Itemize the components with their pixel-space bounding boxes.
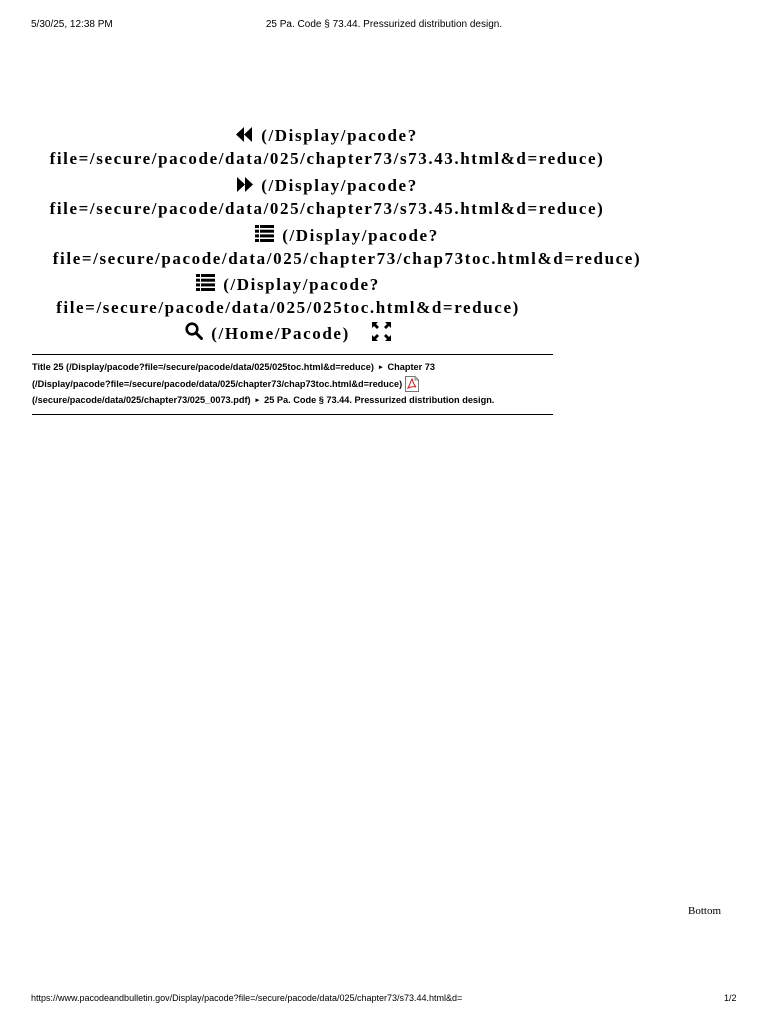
bottom-link[interactable]: Bottom bbox=[688, 905, 722, 917]
search-row bbox=[0, 322, 576, 345]
chapter-toc-line1 bbox=[0, 224, 694, 247]
title-toc-text1: (/Display/pacode? bbox=[223, 275, 380, 294]
chapter-toc-text2: file=/secure/pacode/data/025/chapter73/chap73toc.html&d=reduce) bbox=[52, 249, 642, 268]
search-link-text: (/Home/Pacode) bbox=[211, 324, 350, 343]
chapter-toc-link[interactable] bbox=[0, 224, 694, 270]
breadcrumb-current: 25 Pa. Code § 73.44. Pressurized distribution design. bbox=[264, 395, 495, 405]
expand-icon[interactable] bbox=[372, 322, 391, 341]
breadcrumb-pdf-link[interactable]: (/secure/pacode/data/025/chapter73/025_0073.pdf) bbox=[32, 395, 251, 405]
previous-section-line1 bbox=[0, 124, 654, 147]
breadcrumb-line2 bbox=[32, 376, 553, 392]
breadcrumb-title-link[interactable]: Title 25 (/Display/pacode?file=/secure/pacode/data/025/025toc.html&d=reduce) bbox=[32, 362, 374, 372]
title-toc-link[interactable] bbox=[0, 273, 576, 319]
previous-section-text2: file=/secure/pacode/data/025/chapter73/s73.43.html&d=reduce) bbox=[49, 149, 605, 168]
fast-forward-icon bbox=[236, 177, 253, 192]
breadcrumb-separator: ▸ bbox=[255, 397, 260, 404]
print-header-title: 25 Pa. Code § 73.44. Pressurized distribution design. bbox=[265, 19, 503, 30]
previous-section-text1: (/Display/pacode? bbox=[261, 126, 418, 145]
next-section-link[interactable] bbox=[0, 174, 654, 220]
breadcrumb-line3 bbox=[32, 392, 553, 409]
chapter-toc-text1: (/Display/pacode? bbox=[282, 226, 439, 245]
title-toc-line1 bbox=[0, 273, 576, 296]
print-footer-page-number: 1/2 bbox=[724, 993, 737, 1003]
breadcrumb-line1 bbox=[32, 359, 553, 376]
next-section-text2: file=/secure/pacode/data/025/chapter73/s73.45.html&d=reduce) bbox=[49, 199, 605, 218]
breadcrumb-separator: ▸ bbox=[378, 364, 383, 371]
list-icon bbox=[196, 274, 215, 291]
next-section-line1 bbox=[0, 174, 654, 197]
fast-backward-icon bbox=[236, 127, 253, 142]
title-toc-text2: file=/secure/pacode/data/025/025toc.html&d=reduce) bbox=[56, 298, 520, 317]
breadcrumb-chapter-link[interactable]: Chapter 73 bbox=[387, 362, 435, 372]
search-icon bbox=[185, 322, 203, 340]
list-icon bbox=[255, 225, 274, 242]
search-link[interactable] bbox=[185, 324, 355, 343]
breadcrumb bbox=[32, 354, 553, 415]
print-header-datetime: 5/30/25, 12:38 PM bbox=[31, 19, 113, 30]
pdf-icon[interactable] bbox=[405, 376, 419, 392]
print-footer-url: https://www.pacodeandbulletin.gov/Display/pacode?file=/secure/pacode/data/025/chapter73/s73.44.html&d= bbox=[31, 993, 463, 1003]
previous-section-link[interactable] bbox=[0, 124, 654, 170]
next-section-text1: (/Display/pacode? bbox=[261, 176, 418, 195]
breadcrumb-chapter-url[interactable]: (/Display/pacode?file=/secure/pacode/data/025/chapter73/chap73toc.html&d=reduce) bbox=[32, 379, 403, 389]
